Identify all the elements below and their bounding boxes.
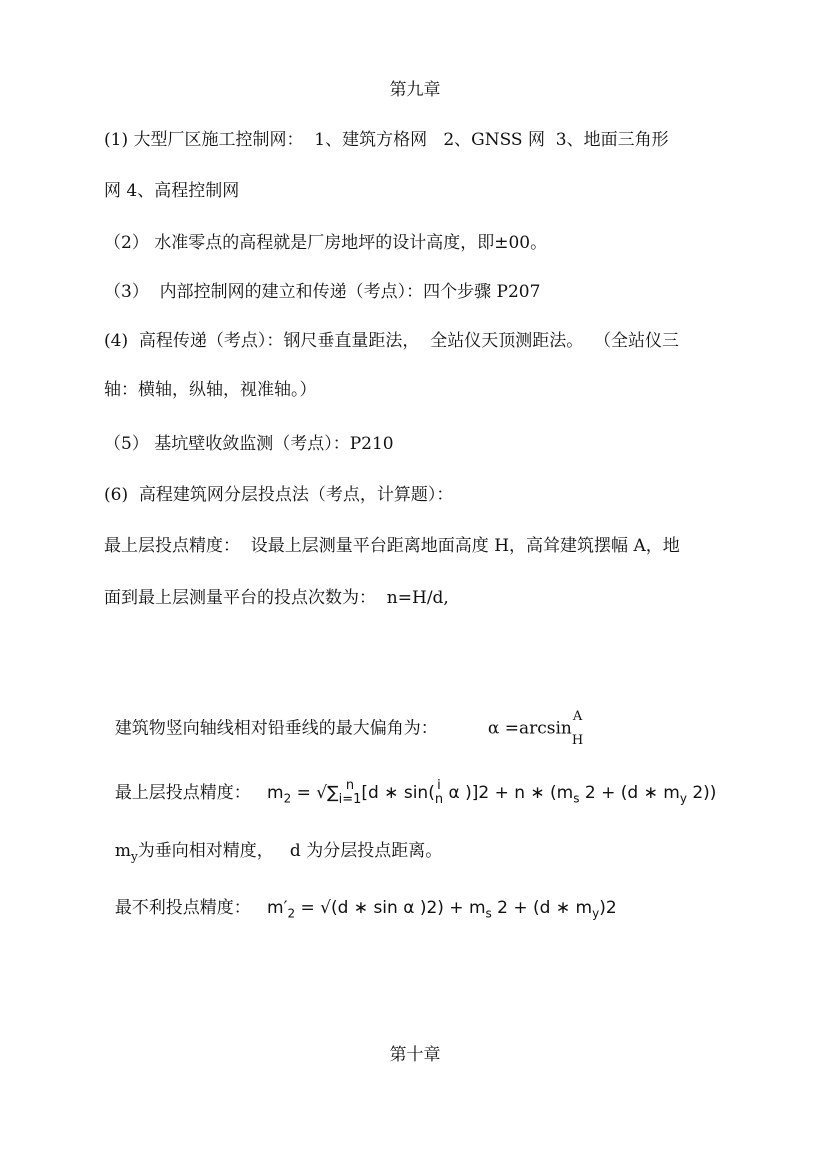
item-4: (4) 高程传递（考点）：钢尺垂直量距法， 全站仪天顶测距法。 （全站仪三 — [104, 331, 680, 351]
b2: 2 + (d ∗ m — [491, 898, 593, 918]
chapter10-title: 第十章 — [389, 1045, 441, 1065]
b1: = √(d ∗ sin α )2) + m — [295, 898, 486, 918]
b4: 2)) — [686, 783, 717, 803]
item-2: （2） 水准零点的高程就是厂房地坪的设计高度，即±00。 — [104, 233, 548, 253]
formula-lhs: α =arcsin — [487, 718, 572, 739]
m: m — [114, 841, 131, 861]
formula-worst — [104, 872, 617, 925]
b1: [d ∗ sin( — [361, 783, 435, 803]
m-sub: y — [130, 849, 138, 864]
note-line — [104, 815, 442, 868]
sum-sup: n — [345, 778, 355, 793]
note-text: 为垂向相对精度， d 为分层投点距离。 — [137, 841, 443, 861]
formula-top — [104, 755, 716, 810]
my-sub: y — [592, 906, 600, 921]
frac-den: n — [434, 792, 444, 807]
item-3: （3） 内部控制网的建立和传递（考点）：四个步骤 P207 — [104, 282, 541, 302]
formula-alpha — [104, 686, 583, 748]
m-sub: 2 — [287, 906, 296, 921]
top-precision-text: 最上层投点精度： 设最上层测量平台距离地面高度 H，高耸建筑摆幅 A，地 — [104, 536, 680, 556]
my-sub: y — [679, 791, 687, 806]
item-1-cont: 网 4、高程控制网 — [104, 181, 240, 201]
b2: α )]2 + n ∗ (m — [443, 783, 574, 803]
frac-num: A — [572, 709, 583, 724]
chapter9-title: 第九章 — [389, 80, 441, 100]
frac-den: H — [571, 733, 584, 748]
m: m — [267, 783, 284, 803]
item-1: (1) 大型厂区施工控制网： 1、建筑方格网 2、GNSS 网 3、地面三角形 — [104, 130, 669, 150]
b3: 2 + (d ∗ m — [579, 783, 680, 803]
eq: = √∑ — [291, 783, 339, 803]
ms-sub: s — [485, 906, 492, 921]
item-4-cont: 轴：横轴，纵轴，视准轴。） — [104, 380, 317, 400]
sum-sub: i=1 — [338, 792, 362, 807]
item-5: （5） 基坑壁收敛监测（考点）：P210 — [104, 434, 394, 454]
item-6: (6) 高程建筑网分层投点法（考点，计算题）： — [104, 485, 454, 505]
formula-label: 建筑物竖向轴线相对铅垂线的最大偏角为： — [114, 718, 438, 739]
formula-label: 最不利投点精度： — [114, 898, 251, 918]
ms-sub: s — [573, 791, 580, 806]
b3: )2 — [599, 898, 617, 918]
frac-num: i — [437, 778, 441, 793]
top-precision-text-cont: 面到最上层测量平台的投点次数为： n=H/d, — [104, 588, 449, 608]
formula-label: 最上层投点精度： — [114, 783, 251, 803]
m-sub: 2 — [283, 791, 292, 806]
m: m′ — [267, 898, 288, 918]
